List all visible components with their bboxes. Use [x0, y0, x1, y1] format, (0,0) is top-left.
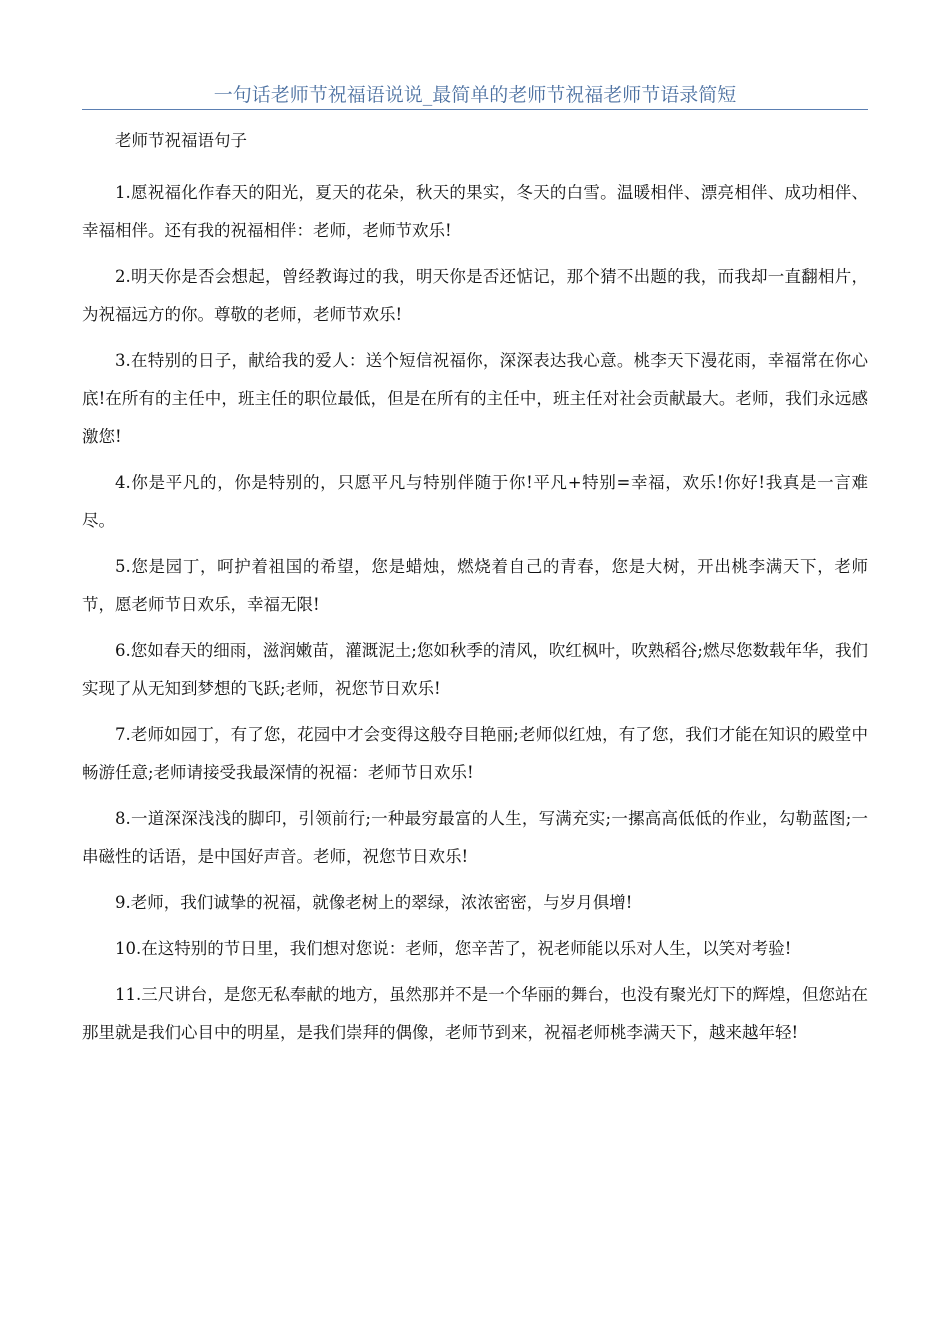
- section-subtitle: 老师节祝福语句子: [115, 131, 247, 150]
- paragraph-1: 1.愿祝福化作春天的阳光，夏天的花朵，秋天的果实，冬天的白雪。温暖相伴、漂亮相伴、成功相伴、幸福相伴。还有我的祝福相伴：老师，老师节欢乐!: [82, 183, 868, 240]
- paragraph-3: 3.在特别的日子，献给我的爱人：送个短信祝福你，深深表达我心意。桃李天下漫花雨，幸福常在你心底!在所有的主任中，班主任的职位最低，但是在所有的主任中，班主任对社会贡献最大。老师，我们永远感激您!: [82, 351, 868, 446]
- paragraph-8: 8.一道深深浅浅的脚印，引领前行;一种最穷最富的人生，写满充实;一摞高高低低的作业，勾勒蓝图;一串磁性的话语，是中国好声音。老师，祝您节日欢乐!: [82, 809, 868, 866]
- paragraph-7: 7.老师如园丁，有了您，花园中才会变得这般夺目艳丽;老师似红烛，有了您，我们才能在知识的殿堂中畅游任意;老师请接受我最深情的祝福：老师节日欢乐!: [82, 725, 868, 782]
- paragraph-6: 6.您如春天的细雨，滋润嫩苗，灌溉泥土;您如秋季的清风，吹红枫叶，吹熟稻谷;燃尽您数载年华，我们实现了从无知到梦想的飞跃;老师，祝您节日欢乐!: [82, 641, 868, 698]
- paragraph-4: 4.你是平凡的，你是特别的，只愿平凡与特别伴随于你!平凡+特别=幸福，欢乐!你好!我真是一言难尽。: [82, 473, 868, 530]
- paragraph-5: 5.您是园丁，呵护着祖国的希望，您是蜡烛，燃烧着自己的青春，您是大树，开出桃李满天下，老师节，愿老师节日欢乐，幸福无限!: [82, 557, 868, 614]
- paragraph-9: 9.老师，我们诚挚的祝福，就像老树上的翠绿，浓浓密密，与岁月俱增!: [115, 893, 633, 912]
- document-body: [82, 124, 868, 1052]
- header-divider: [82, 109, 868, 110]
- paragraph-10: 10.在这特别的节日里，我们想对您说：老师，您辛苦了，祝老师能以乐对人生，以笑对考验!: [115, 939, 792, 958]
- paragraph-2: 2.明天你是否会想起，曾经教诲过的我，明天你是否还惦记，那个猜不出题的我，而我却一直翻相片，为祝福远方的你。尊敬的老师，老师节欢乐!: [82, 267, 868, 324]
- paragraph-11: 11.三尺讲台，是您无私奉献的地方，虽然那并不是一个华丽的舞台，也没有聚光灯下的辉煌，但您站在那里就是我们心目中的明星，是我们崇拜的偶像，老师节到来，祝福老师桃李满天下，越来越年轻!: [82, 985, 868, 1042]
- header-title: 一句话老师节祝福语说说_最简单的老师节祝福老师节语录简短: [213, 84, 737, 106]
